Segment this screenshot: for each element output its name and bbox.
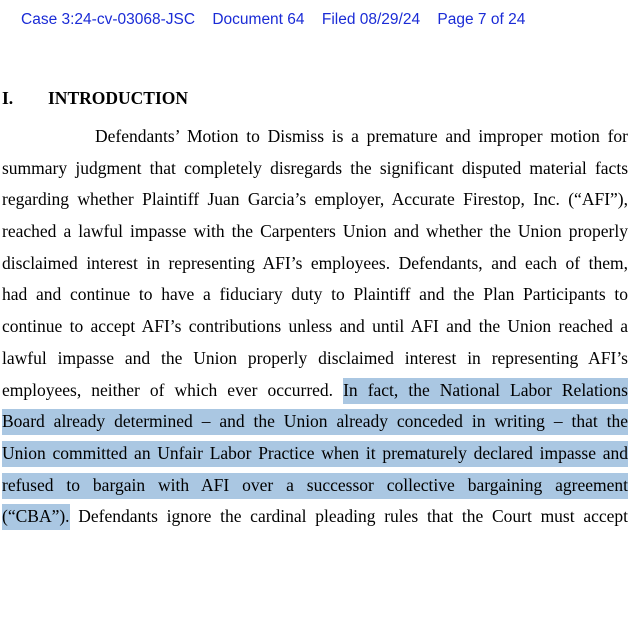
text-line bbox=[2, 438, 628, 470]
body-paragraph bbox=[2, 121, 628, 533]
page-number: Page 7 of 24 bbox=[437, 11, 526, 28]
text-line: Defendants’ Motion to Dismiss is a premature and improper motion for bbox=[95, 126, 628, 146]
text-line: lawful impasse and the Union properly disclaimed interest in representing AFI’s bbox=[2, 347, 628, 368]
highlighted-text[interactable]: Union committed an Unfair Labor Practice when it prematurely declared impasse and bbox=[2, 441, 628, 467]
section-heading bbox=[2, 88, 188, 109]
text-line bbox=[2, 501, 628, 533]
text-line: disclaimed interest in representing AFI’s employees. Defendants, and each of them, bbox=[2, 252, 628, 273]
text-segment: Defendants ignore the cardinal pleading rules that the Court must accept bbox=[69, 506, 628, 527]
text-line: regarding whether Plaintiff Juan Garcia’s employer, Accurate Firestop, Inc. (“AFI”), bbox=[2, 189, 628, 210]
highlighted-text[interactable]: (“CBA”). bbox=[2, 504, 70, 530]
highlighted-text[interactable]: refused to bargain with AFI over a successor collective bargaining agreement bbox=[2, 473, 628, 499]
case-header bbox=[21, 11, 538, 29]
text-line: continue to accept AFI’s contributions unless and until AFI and the Union reached a bbox=[2, 316, 628, 337]
case-number: Case 3:24-cv-03068-JSC bbox=[21, 11, 196, 28]
section-number: I. bbox=[2, 88, 14, 108]
text-line: reached a lawful impasse with the Carpenters Union and whether the Union properly bbox=[2, 221, 628, 242]
text-line bbox=[2, 470, 628, 502]
text-line bbox=[2, 406, 628, 438]
highlighted-text[interactable]: In fact, the National Labor Relations bbox=[343, 378, 628, 404]
highlighted-text[interactable]: Board already determined – and the Union already conceded in writing – that the bbox=[2, 409, 628, 435]
text-line: had and continue to have a fiduciary duty to Plaintiff and the Plan Participants to bbox=[2, 284, 628, 305]
filed-date: Filed 08/29/24 bbox=[321, 11, 421, 28]
text-segment: employees, neither of which ever occurred. bbox=[2, 379, 344, 400]
text-line: summary judgment that completely disregards the significant disputed material facts bbox=[2, 157, 628, 178]
section-title: INTRODUCTION bbox=[48, 88, 189, 108]
text-line bbox=[2, 375, 628, 407]
document-number: Document 64 bbox=[212, 11, 305, 28]
